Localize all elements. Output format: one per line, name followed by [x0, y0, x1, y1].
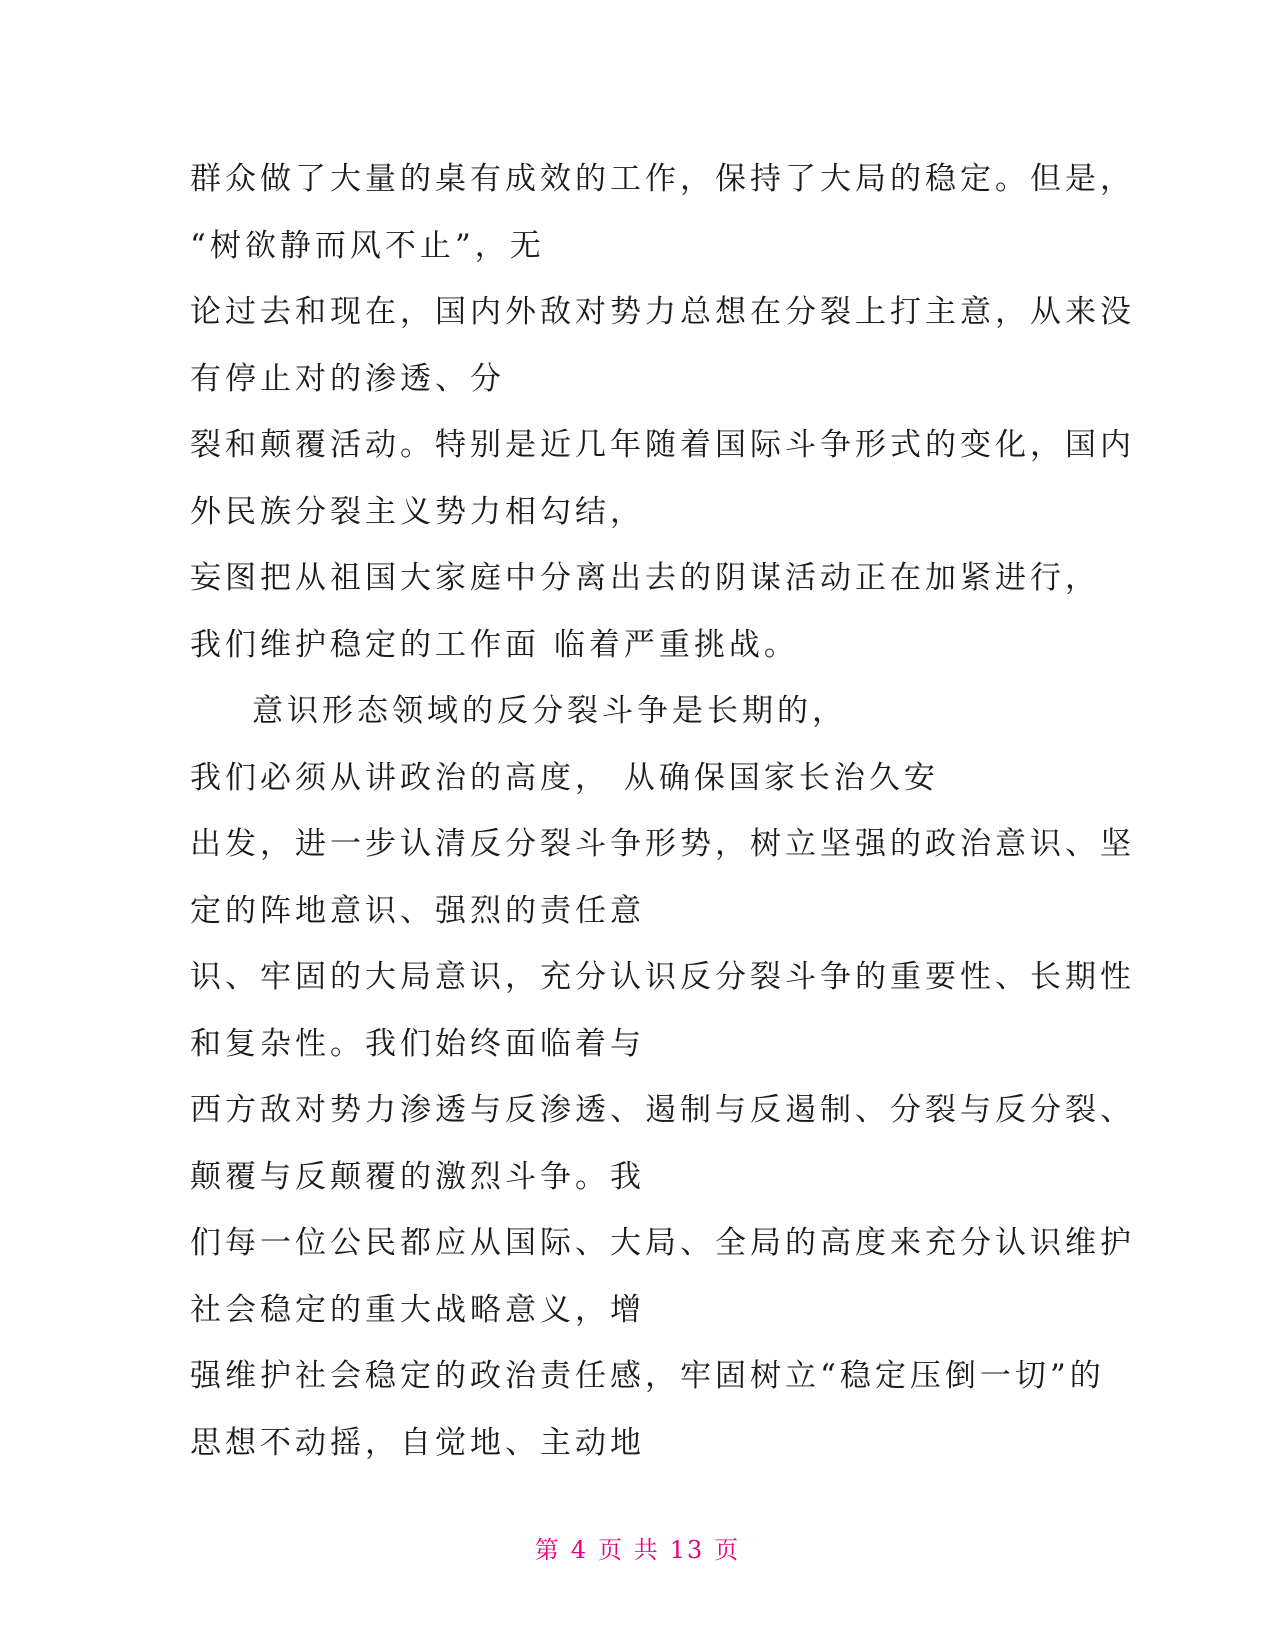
text-line-3: 论过去和现在，国内外敌对势力总想在分裂上打主意，从来没	[190, 294, 1135, 330]
text-line-1: 群众做了大量的桌有成效的工作，保持了大局的稳定。但是，	[190, 161, 1135, 197]
text-line-11: 出发，进一步认清反分裂斗争形势，树立坚强的政治意识、坚	[190, 826, 1135, 862]
footer-page-number: 4	[570, 1536, 589, 1564]
text-line-13: 识、牢固的大局意识，充分认识反分裂斗争的重要性、长期性	[190, 959, 1135, 995]
text-line-8: 我们维护稳定的工作面 临着严重挑战。	[190, 626, 799, 663]
text-line-19: 强维护社会稳定的政治责任感，牢固树立“稳定压倒一切”的	[190, 1358, 1105, 1394]
footer-suffix: 页	[714, 1536, 741, 1564]
footer-total-pages: 13	[669, 1536, 705, 1564]
text-line-4: 有停止对的渗透、分	[190, 360, 505, 397]
text-line-5: 裂和颠覆活动。特别是近几年随着国际斗争形式的变化，国内	[190, 427, 1135, 463]
text-line-12: 定的阵地意识、强烈的责任意	[190, 892, 645, 929]
footer-middle: 页 共	[598, 1536, 660, 1564]
text-line-20: 思想不动摇，自觉地、主动地	[190, 1424, 645, 1461]
text-line-2: “树欲静而风不止”，无	[190, 227, 545, 264]
text-line-10: 我们必须从讲政治的高度， 从确保国家长治久安	[190, 759, 939, 796]
page-footer	[0, 1530, 1275, 1565]
text-line-15: 西方敌对势力渗透与反渗透、遏制与反遏制、分裂与反分裂、	[190, 1092, 1135, 1128]
text-line-6: 外民族分裂主义势力相勾结，	[190, 493, 645, 530]
text-line-14: 和复杂性。我们始终面临着与	[190, 1025, 645, 1062]
text-line-7: 妄图把从祖国大家庭中分离出去的阴谋活动正在加紧进行，	[190, 560, 1100, 596]
text-line-9: 意识形态领域的反分裂斗争是长期的，	[252, 693, 847, 729]
footer-prefix: 第	[534, 1536, 561, 1564]
text-line-16: 颠覆与反颠覆的激烈斗争。我	[190, 1158, 645, 1195]
text-line-17: 们每一位公民都应从国际、大局、全局的高度来充分认识维护	[190, 1225, 1135, 1261]
document-body	[190, 146, 1135, 1476]
text-line-18: 社会稳定的重大战略意义，增	[190, 1291, 645, 1328]
